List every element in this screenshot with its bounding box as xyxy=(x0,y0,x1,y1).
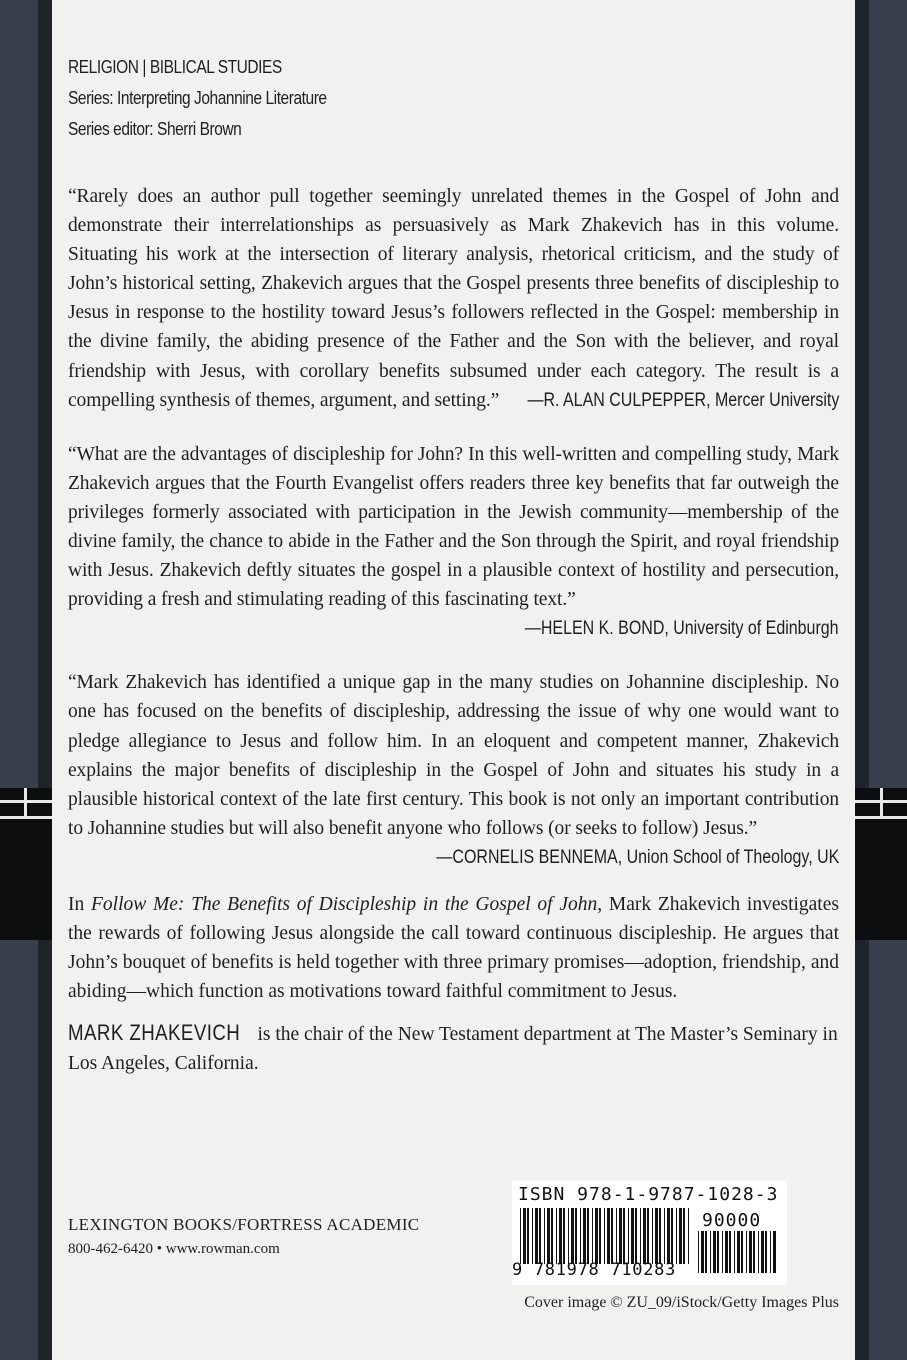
publisher-name: LEXINGTON BOOKS/FORTRESS ACADEMIC xyxy=(68,1215,420,1234)
category-line: RELIGION | BIBLICAL STUDIES xyxy=(68,57,282,77)
publisher-info xyxy=(68,1213,419,1261)
book-description: In Follow Me: The Benefits of Discipleship in the Gospel of John, Mark Zhakevich investigates the rewards of following Jesus alongside the call toward continuous discipleship. He argues that John’s bouquet of benefits is held together with three primary promises—adoption, friendship, and abiding—which function as motivations toward faithful commitment to Jesus. xyxy=(68,893,839,1003)
content xyxy=(68,52,839,1078)
isbn-number: ISBN 978-1-9787-1028-3 xyxy=(518,1184,779,1205)
ean-barcode-bars xyxy=(520,1208,692,1264)
cover-credit: Cover image © ZU_09/iStock/Getty Images Plus xyxy=(524,1294,839,1311)
left-frame xyxy=(0,0,52,1360)
barcode xyxy=(512,1181,787,1285)
band-vline-right xyxy=(880,788,883,818)
editor-line: Series editor: Sherri Brown xyxy=(68,119,242,139)
right-frame xyxy=(855,0,907,1360)
attribution-1: —R. ALAN CULPEPPER, Mercer University xyxy=(527,388,839,411)
attribution-3: —CORNELIS BENNEMA, Union School of Theology, UK xyxy=(436,845,839,868)
price-code: 90000 xyxy=(702,1210,762,1231)
series-line: Series: Interpreting Johannine Literature xyxy=(68,88,327,108)
endorsement-2: “What are the advantages of discipleship for John? In this well-written and compelling study, Mark Zhakevich argues that the Fourth Evangelist offers readers three key benefits that far outweigh the privileges formerly associated with participation in the Jewish community—membership of the divine family, the chance to abide in the Father and the Son through the Spirit, and royal friendship with Jesus. Zhakevich deftly situates the gospel in a plausible context of hostility and persecution, providing a fresh and stimulating reading of this fascinating text.” xyxy=(68,443,839,611)
band-vline-left xyxy=(24,788,27,818)
left-inner-bar xyxy=(38,0,52,1360)
publisher-contact: 800-462-6420 • www.rowman.com xyxy=(68,1241,280,1257)
author-name: MARK ZHAKEVICH xyxy=(68,1020,241,1046)
endorsement-1: “Rarely does an author pull together seemingly unrelated themes in the Gospel of John and demonstrate their interrelationships as persuasively as Mark Zhakevich has in this volume. Situating his work at the intersection of literary analysis, rhetorical criticism, and the study of John’s historical setting, Zhakevich argues that the Gospel presents three benefits of discipleship to Jesus in response to the hostility toward Jesus’s followers reflected in the Gospel: membership in the divine family, the abiding presence of the Father and the Son with the believer, and royal friendship with Jesus, with corollary benefits subsumed under each category. The result is a compelling synthesis of themes, argument, and setting.” xyxy=(68,186,839,411)
barcode-digits: 9 781978 710283 xyxy=(512,1260,677,1280)
book-title: Follow Me: The Benefits of Discipleship in the Gospel of John xyxy=(91,893,598,915)
endorsement-3: “Mark Zhakevich has identified a unique gap in the many studies on Johannine discipleship. No one has focused on the benefits of discipleship, addressing the issue of why one would want to pledge allegiance to Jesus and follow him. In an eloquent and competent manner, Zhakevich explains the major benefits of discipleship in the Gospel of John and situates his study in a plausible historical context of the late first century. This book is not only an important contribution to Johannine studies but will also benefit anyone who follows (or seeks to follow) Jesus.” xyxy=(68,672,839,839)
price-barcode-bars xyxy=(698,1231,778,1273)
back-cover-page xyxy=(52,0,855,1360)
author-bio: MARK ZHAKEVICH is the chair of the New Testament department at The Master’s Seminary in Los Angeles, California. xyxy=(68,1020,838,1075)
right-inner-bar xyxy=(855,0,869,1360)
attribution-2: —HELEN K. BOND, University of Edinburgh xyxy=(525,617,839,640)
